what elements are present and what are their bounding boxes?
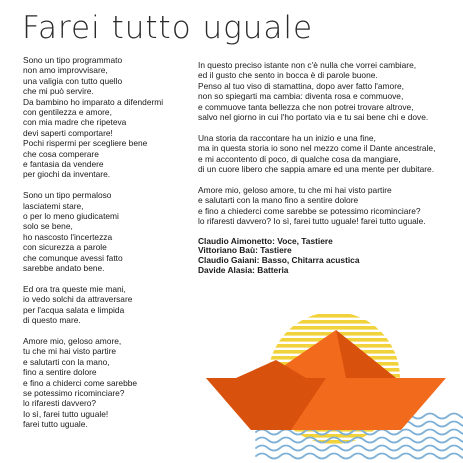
lyric-line: e salutarti con la mano, — [23, 356, 110, 367]
lyric-line: con mia madre che ripeteva — [23, 117, 127, 128]
lyric-line: Sono un tipo programmato — [23, 55, 123, 65]
lyric-line: salvo nel giorno in cui l'ho portato via e tu sai bene chi e dove. — [198, 112, 429, 123]
lyric-line: e fino a chiederci come sarebbe se potessimo ricominciare? — [198, 205, 421, 216]
lyric-line: Da bambino ho imparato a difendermi — [23, 96, 164, 107]
lyric-line: ed il gusto che sento in bocca è di parole buone. — [198, 70, 378, 81]
credits-block — [198, 237, 458, 275]
wave-line — [256, 454, 463, 459]
lyric-line: Sono un tipo permaloso — [23, 190, 112, 201]
right_column-stanza — [198, 133, 458, 175]
lyric-line: tu che mi hai visto partire — [23, 346, 117, 357]
lyric-line: Io sì, farei tutto uguale! — [23, 408, 109, 419]
lyric-line: Amore mio, geloso amore, — [23, 335, 122, 346]
lyric-line: e commuove tanta bellezza che non potrei trovare altrove, — [198, 101, 414, 112]
lyrics-left-column — [23, 55, 193, 440]
credit-line: Vittoriano Baù: Tastiere — [198, 245, 292, 256]
right-stanzas — [198, 60, 458, 226]
lyric-line: con gentilezza e amore, — [23, 107, 112, 118]
wave-line — [256, 438, 463, 443]
lyric-line: Ed ora tra queste mie mani, — [23, 283, 126, 294]
lyric-line: non so spiegarti ma cambia: diventa rosa e commuove, — [198, 91, 404, 102]
right_column-stanza — [198, 60, 458, 122]
lyric-line: per giochi da inventare. — [23, 169, 111, 180]
lyric-line: di questo mare. — [23, 315, 81, 326]
wave-line — [256, 446, 463, 451]
lyric-line: o per lo meno giudicatemi — [23, 211, 119, 222]
lyric-line: farei tutto uguale. — [23, 419, 88, 430]
lyric-line: io vedo solchi da attraversare — [23, 294, 133, 305]
right_column-stanza — [198, 185, 458, 227]
sun-stripe — [257, 326, 417, 330]
lyric-line: sarebbe andato bene. — [23, 263, 105, 274]
lyric-line: lasciatemi stare, — [23, 200, 84, 211]
lyric-line: e salutarti con la mano fino a sentire dolore — [198, 195, 359, 206]
lyric-line: devi saperti comportare! — [23, 127, 113, 138]
left_column-stanza — [23, 55, 193, 180]
left_column-stanza — [23, 190, 193, 273]
lyric-line: Una storia da raccontare ha un inizio e una fine, — [198, 132, 376, 143]
lyric-line: lo rifaresti davvero? Io sì, farei tutto uguale! farei tutto uguale. — [198, 216, 426, 227]
lyric-line: non amo improvvisare, — [23, 65, 108, 76]
wave-line — [256, 430, 463, 435]
lyric-line: Penso al tuo viso di stamattina, dopo aver fatto l'amore, — [198, 80, 404, 91]
left_column-stanza — [23, 284, 193, 326]
credit-line: Claudio Aimonetto: Voce, Tastiere — [198, 235, 333, 246]
paper-boat-icon — [206, 330, 446, 430]
lyric-line: una valigia con tutto quello — [23, 75, 123, 86]
page-title: Farei tutto uguale — [22, 10, 314, 46]
lyric-line: Pochi rispermi per scegliere bene — [23, 138, 148, 149]
lyric-line: In questo preciso istante non c'è nulla che vorrei cambiare, — [198, 60, 417, 70]
lyric-line: ma in questa storia io sono nel mezzo come il Dante ancestrale, — [198, 143, 436, 154]
lyric-line: per l'acqua salata e limpida — [23, 304, 125, 315]
lyric-line: che comunque avessi fatto — [23, 252, 123, 263]
lyric-line: fino a sentire dolore — [23, 367, 97, 378]
lyric-line: se potessimo ricominciare? — [23, 387, 125, 398]
lyrics-right-column — [198, 60, 458, 275]
credit-line: Claudio Gaiani: Basso, Chitarra acustica — [198, 255, 360, 266]
lyric-line: che cosa comperare — [23, 148, 99, 159]
lyric-line: lo rifaresti davvero? — [23, 398, 97, 409]
lyric-line: di un cuore libero che sappia amare ed una mente per dubitare. — [198, 164, 435, 175]
paper-boat-illustration — [196, 308, 463, 463]
lyric-line: e fantasia da vendere — [23, 159, 104, 170]
lyric-line: che mi può servire. — [23, 86, 94, 97]
lyric-line: solo se bene, — [23, 221, 73, 232]
lyric-line: e mi accontento di poco, di qualche cosa da mangiare, — [198, 153, 401, 164]
lyric-line: Amore mio, geloso amore, tu che mi hai visto partire — [198, 184, 392, 195]
left_column-stanza — [23, 336, 193, 430]
lyric-line: ho nascosto l'incertezza — [23, 231, 113, 242]
sun-stripe — [255, 320, 415, 324]
credit-line: Davide Alasia: Batteria — [198, 264, 289, 275]
sun-stripe — [253, 314, 413, 318]
lyric-line: e fino a chiderci come sarebbe — [23, 377, 138, 388]
lyric-line: con sicurezza a parole — [23, 242, 107, 253]
